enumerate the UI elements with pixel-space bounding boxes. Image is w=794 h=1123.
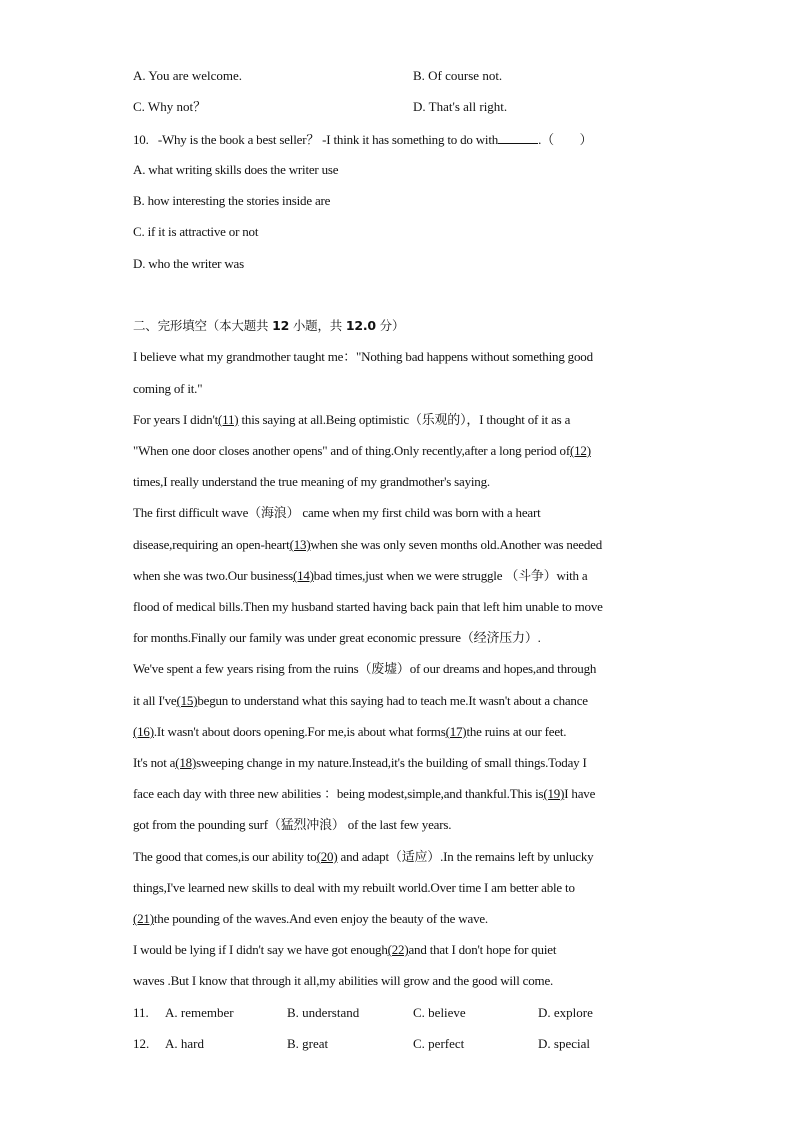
q10-option-d: D. who the writer was bbox=[133, 256, 244, 271]
q9-option-a: A. You are welcome. bbox=[133, 68, 243, 83]
passage-text: when she was two.Our business bbox=[133, 568, 293, 583]
passage-line: times,I really understand the true meaning of my grandmother's saying. bbox=[133, 474, 490, 489]
passage-line: for months.Finally our family was under great economic pressure（经济压力）. bbox=[133, 630, 541, 645]
q10-stem-text: -Why is the book a best seller？ -I think it has something to do with bbox=[157, 132, 499, 147]
blank-19: (19) bbox=[543, 786, 565, 801]
passage-text: and that I don't hope for quiet bbox=[408, 942, 557, 957]
section-heading-suffix: 分） bbox=[375, 318, 405, 333]
passage-text: this saying at all.Being optimistic（乐观的），I thought of it as a bbox=[238, 412, 571, 427]
passage-text: face each day with three new abilities ：being modest,simple,and thankful.This is bbox=[133, 786, 544, 801]
passage-text: and adapt（适应）.In the remains left by unlucky bbox=[337, 849, 594, 864]
passage-line bbox=[133, 412, 570, 428]
section-heading-middle: 小题，共 bbox=[289, 318, 346, 333]
passage-line: waves .But I know that through it all,my abilities will grow and the good will come. bbox=[133, 973, 554, 988]
q10-option-b: B. how interesting the stories inside are bbox=[133, 193, 331, 208]
passage-line bbox=[133, 537, 602, 553]
q10-option-c: C. if it is attractive or not bbox=[133, 224, 259, 239]
q11-option-d: D. explore bbox=[538, 1005, 593, 1020]
passage-line: got from the pounding surf（猛烈冲浪） of the last few years. bbox=[133, 817, 452, 832]
blank-21: (21) bbox=[133, 911, 154, 926]
blank-13: (13) bbox=[289, 537, 311, 552]
passage-text: disease,requiring an open-heart bbox=[133, 537, 290, 552]
passage-line bbox=[133, 911, 488, 927]
passage-line: things,I've learned new skills to deal with my rebuilt world.Over time I am better able to bbox=[133, 880, 575, 895]
blank-14: (14) bbox=[292, 568, 314, 583]
passage-text: I would be lying if I didn't say we have got enough bbox=[133, 942, 388, 957]
passage-text: the pounding of the waves.And even enjoy the beauty of the wave. bbox=[153, 911, 488, 926]
passage-text: sweeping change in my nature.Instead,it's the building of small things.Today I bbox=[196, 755, 587, 770]
passage-line: The first difficult wave（海浪） came when my first child was born with a heart bbox=[133, 505, 541, 520]
passage-text: when she was only seven months old.Another was needed bbox=[310, 537, 603, 552]
blank-22: (22) bbox=[387, 942, 409, 957]
q12-option-b: B. great bbox=[287, 1036, 329, 1051]
blank-16: (16) bbox=[133, 724, 154, 739]
q10-stem bbox=[133, 131, 592, 148]
passage-line bbox=[133, 786, 595, 802]
section-score: 12.0 bbox=[345, 318, 376, 333]
blank-11: (11) bbox=[218, 412, 239, 427]
q9-option-b: B. Of course not. bbox=[413, 68, 503, 83]
q11-option-a: A. remember bbox=[165, 1005, 234, 1020]
blank-20: (20) bbox=[316, 849, 338, 864]
passage-text: "When one door closes another opens" and of thing.Only recently,after a long period of bbox=[133, 443, 570, 458]
q12-option-c: C. perfect bbox=[413, 1036, 465, 1051]
passage-line: coming of it." bbox=[133, 381, 203, 396]
passage-line bbox=[133, 724, 566, 740]
blank-17: (17) bbox=[445, 724, 467, 739]
q11-option-b: B. understand bbox=[287, 1005, 360, 1020]
q12-option-d: D. special bbox=[538, 1036, 590, 1051]
passage-line bbox=[133, 942, 556, 958]
passage-text: it all I've bbox=[133, 693, 177, 708]
passage-line: We've spent a few years rising from the ruins（废墟）of our dreams and hopes,and through bbox=[133, 661, 597, 676]
passage-text: the ruins at our feet. bbox=[466, 724, 567, 739]
blank-18: (18) bbox=[175, 755, 197, 770]
section-question-count: 12 bbox=[272, 318, 290, 333]
passage-text: .It wasn't about doors opening.For me,is about what forms bbox=[153, 724, 446, 739]
passage-line bbox=[133, 568, 587, 584]
q9-option-d: D. That's all right. bbox=[413, 99, 508, 114]
passage-text: begun to understand what this saying had to teach me.It wasn't about a chance bbox=[197, 693, 588, 708]
q10-option-a: A. what writing skills does the writer use bbox=[133, 162, 339, 177]
section-heading-prefix: 二、完形填空（本大题共 bbox=[133, 318, 273, 333]
passage-line bbox=[133, 849, 593, 865]
passage-line: I believe what my grandmother taught me："Nothing bad happens without something good bbox=[133, 349, 593, 364]
q10-stem-end: .（ ） bbox=[538, 132, 593, 147]
passage-text: The good that comes,is our ability to bbox=[133, 849, 317, 864]
passage-line bbox=[133, 443, 591, 459]
q11-number: 11. bbox=[133, 1005, 149, 1020]
passage-line bbox=[133, 755, 587, 771]
blank-15: (15) bbox=[176, 693, 198, 708]
passage-text: It's not a bbox=[133, 755, 176, 770]
section-heading bbox=[133, 318, 404, 334]
q12-number: 12. bbox=[133, 1036, 150, 1051]
q10-number: 10. bbox=[133, 132, 149, 147]
q11-option-c: C. believe bbox=[413, 1005, 466, 1020]
passage-line: flood of medical bills.Then my husband started having back pain that left him unable to move bbox=[133, 599, 603, 614]
passage-text: bad times,just when we were struggle （斗争）with a bbox=[313, 568, 588, 583]
passage-text: I have bbox=[564, 786, 596, 801]
q10-blank bbox=[498, 131, 538, 144]
passage-line bbox=[133, 693, 588, 709]
q9-option-c: C. Why not？ bbox=[133, 99, 207, 114]
q12-option-a: A. hard bbox=[165, 1036, 204, 1051]
blank-12: (12) bbox=[569, 443, 591, 458]
passage-text: For years I didn't bbox=[133, 412, 219, 427]
